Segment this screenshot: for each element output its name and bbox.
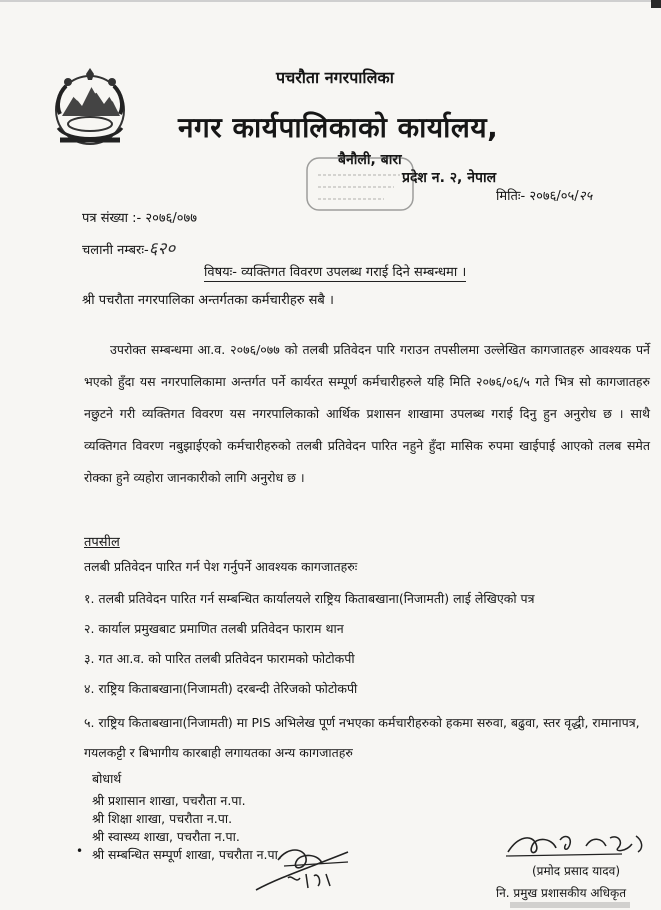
cc-item: श्री सम्बन्धित सम्पूर्ण शाखा, पचरौता न.पा. [92, 847, 282, 862]
date-label: मितिः- २०७६/०५/ [496, 189, 579, 204]
addressee-line: श्री पचरौता नगरपालिका अन्तर्गतका कर्मचारीहरु सबै । [82, 293, 334, 308]
handwritten-signature-right [502, 826, 652, 862]
annex-item: २. कार्याल प्रमुखबाट प्रमाणित तलबी प्रतिवेदन फाराम थान [84, 621, 344, 636]
cc-item: श्री प्रशासान शाखा, पचरौता न.पा. [92, 793, 246, 808]
dispatch-label: चलानी नम्बरः- [82, 243, 149, 258]
margin-mark: • [76, 844, 84, 858]
scan-edge [0, 0, 661, 2]
subject-line: विषयः- व्यक्तिगत विवरण उपलब्ध गराई दिने सम्बन्धमा । [204, 262, 466, 282]
scan-mark [651, 0, 661, 8]
annex-item: ५. राष्ट्रिय किताबखाना(निजामती) मा PIS अभिलेख पूर्ण नभएका कर्मचारीहरुको हकमा सरुवा, बढुवा, स्तर वृद्धी, रामानापत्र, गयलकट्टी र बिभागीय कारबाही लगायतका अन्य कागजातहरु [84, 715, 640, 760]
dispatch-number [82, 236, 175, 259]
office-stamp [304, 155, 416, 213]
province-line: प्रदेश न. २, नेपाल [402, 170, 497, 186]
date-handwritten: २५ [578, 189, 593, 204]
signer-name: (प्रमोद प्रसाद यादव) [532, 864, 621, 878]
cc-title: बोधार्थ [92, 771, 122, 786]
annex-item: ३. गत आ.व. को पारित तलबी प्रतिवेदन फारामको फोटोकपी [84, 651, 355, 666]
letter-number: पत्र संख्या :- २०७६/०७७ [82, 211, 198, 226]
letter-date [496, 186, 592, 204]
government-emblem-icon [48, 66, 132, 150]
annex-item: ४. राष्ट्रिय किताबखाना(निजामती) दरबन्दी तेरिजको फोटोकपी [84, 681, 358, 696]
stamp-fragment [510, 902, 630, 908]
annex-intro: तलबी प्रतिवेदन पारित गर्न पेश गर्नुपर्ने आवश्यक कागजातहरुः [84, 559, 358, 574]
dispatch-handwritten: ६२० [148, 239, 176, 259]
cc-item: श्री शिक्षा शाखा, पचरौता न.पा. [92, 811, 233, 826]
office-address: बैनौली, बारा [338, 152, 402, 168]
body-text: उपरोक्त सम्बन्धमा आ.व. २०७६/०७७ को तलबी प्रतिवेदन पारि गराउन तपसीलमा उल्लेखित कागजातहरु आवश्यक पर्ने भएको हुँदा यस नगरपालिकामा अन्तर्गत पर्ने कार्यरत सम्पूर्ण कर्मचारीहरुले यहि मिति २०७६/०६/५ गते भित्र सो कागजातहरु नछुटने गरी व्यक्तिगत विवरण यस नगरपालिकाको आर्थिक प्रशासन शाखामा उपलब्ध गराई दिनु हुन अनुरोध छ । साथै व्यक्तिगत विवरण नबुझाईएको कर्मचारीहरुको तलबी प्रतिवेदन पारित नहुने हुँदा मासिक रुपमा खाईपाई आएको तलब समेत रोक्का हुने व्यहोरा जानकारीको लागि अनुरोध छ । [84, 342, 650, 485]
body-paragraph [84, 334, 650, 494]
municipality-name: पचरौता नगरपालिका [276, 68, 394, 87]
annex-title: तपसील [84, 535, 120, 550]
handwritten-signature-left [248, 838, 358, 900]
cc-item: श्री स्वास्थ्य शाखा, पचरौता न.पा. [92, 829, 240, 844]
signer-title: नि. प्रमुख प्रशासकीय अधिकृत [496, 886, 627, 900]
office-title: नगर कार्यपालिकाको कार्यालय, [178, 111, 499, 144]
annex-item: १. तलबी प्रतिवेदन पारित गर्न सम्बन्धित कार्यालयले राष्ट्रिय किताबखाना(निजामती) लाई लेखिएको पत्र [84, 591, 535, 606]
